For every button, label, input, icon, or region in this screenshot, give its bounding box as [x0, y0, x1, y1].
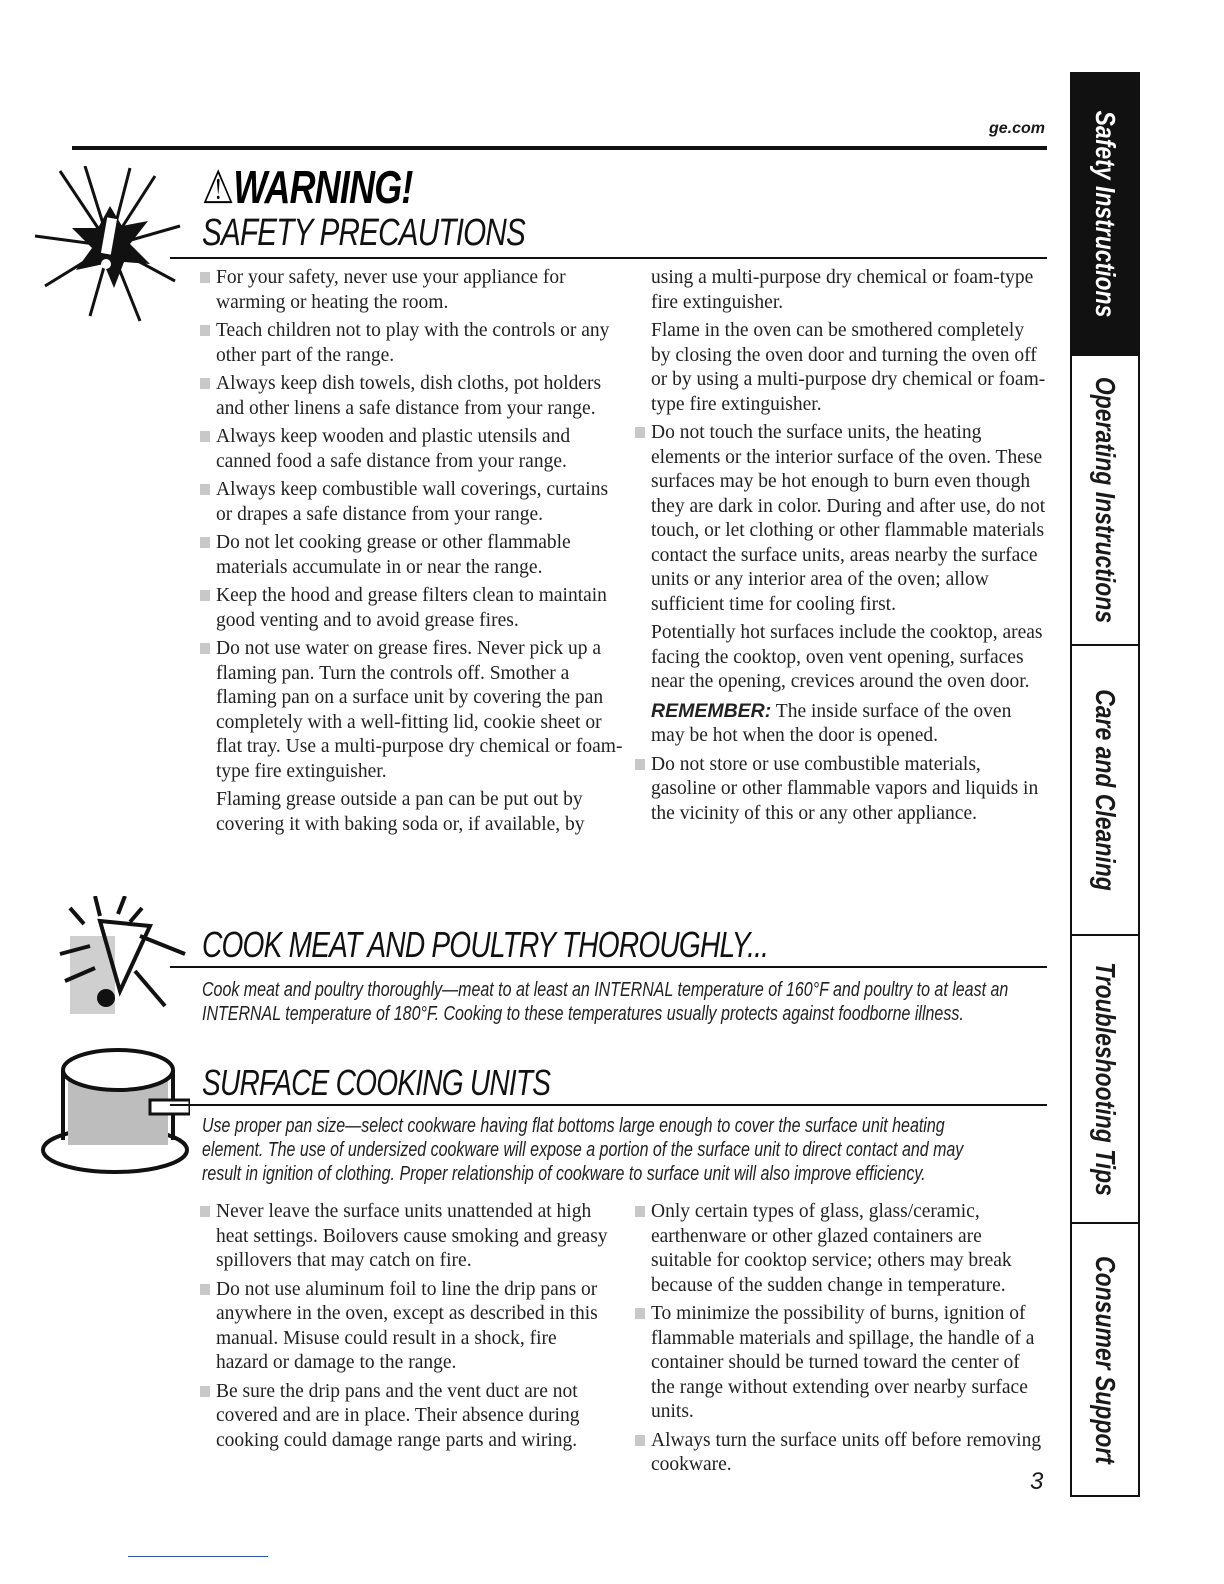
- meat-title: COOK MEAT AND POULTRY THOROUGHLY...: [202, 924, 769, 965]
- warning-title: ⚠WARNING!: [202, 161, 413, 213]
- warning-burst-icon: [30, 166, 190, 326]
- paragraph: Always keep combustible wall coverings, curtains or drapes a safe distance from your range.: [200, 478, 625, 527]
- paragraph: Only certain types of glass, glass/ceramic, earthenware or other glazed containers are suitable for cooktop service; others may break because of the sudden change in temperature.: [635, 1200, 1047, 1298]
- paragraph: Teach children not to play with the controls or any other part of the range.: [200, 319, 625, 368]
- paragraph: Keep the hood and grease filters clean to maintain good venting and to avoid grease fires.: [200, 584, 625, 633]
- remember-note: [635, 699, 1047, 749]
- paragraph: Potentially hot surfaces include the cooktop, areas facing the cooktop, oven vent opening, surfaces near the opening, crevices around the oven door.: [651, 622, 1043, 692]
- paragraph: using a multi-purpose dry chemical or foam-type fire extinguisher.: [651, 267, 1034, 313]
- surface-column-2: [635, 1200, 1047, 1482]
- warning-column-2: [635, 266, 1047, 830]
- paragraph: Always keep dish towels, dish cloths, pot holders and other linens a safe distance from your range.: [200, 372, 625, 421]
- tab-troubleshooting-tips[interactable]: Troubleshooting Tips: [1072, 936, 1138, 1224]
- paragraph: Do not use aluminum foil to line the drip pans or anywhere in the oven, except as described in this manual. Misuse could result in a shock, fire hazard or damage to the range.: [200, 1278, 610, 1376]
- header-rule: [72, 146, 1047, 150]
- safety-precautions-title: SAFETY PRECAUTIONS: [202, 212, 526, 254]
- paragraph: Always turn the surface units off before removing cookware.: [635, 1429, 1047, 1478]
- paragraph: Do not store or use combustible materials, gasoline or other flammable vapors and liquids in the vicinity of this or any other appliance.: [635, 753, 1047, 827]
- paragraph: Do not use water on grease fires. Never pick up a flaming pan. Turn the controls off. Smother a flaming pan on a surface unit by covering the pan completely with a well-fitting lid, cookie sheet or flat tray. Use a multi-purpose dry chemical or foam-type fire extinguisher.: [200, 637, 625, 784]
- meat-intro-line-2: INTERNAL temperature of 180°F. Cooking to these temperatures usually protects against foodborne illness.: [202, 1003, 964, 1025]
- tab-care-and-cleaning[interactable]: Care and Cleaning: [1072, 646, 1138, 936]
- page-number: 3: [1030, 1468, 1044, 1495]
- paragraph: To minimize the possibility of burns, ignition of flammable materials and spillage, the handle of a container should be turned toward the center of the range without extending over nearby surface units.: [635, 1302, 1047, 1425]
- site-url: ge.com: [988, 120, 1045, 137]
- remember-text: The inside surface of the oven may be hot when the door is opened.: [651, 700, 1012, 746]
- surface-intro-line-2: element. The use of undersized cookware will expose a portion of the surface unit to direct contact and may: [202, 1139, 964, 1161]
- surface-column-1: [200, 1200, 610, 1457]
- surface-intro-line-1: Use proper pan size—select cookware having flat bottoms large enough to cover the surface unit heating: [202, 1115, 945, 1137]
- meat-warning-icon: [40, 896, 190, 1016]
- meat-intro-line-1: Cook meat and poultry thoroughly—meat to at least an INTERNAL temperature of 160°F and poultry to at least an: [202, 979, 1009, 1001]
- warning-column-1: [200, 266, 625, 841]
- paragraph: Be sure the drip pans and the vent duct are not covered and are in place. Their absence during cooking could damage range parts and wiring.: [200, 1380, 610, 1454]
- paragraph: Do not touch the surface units, the heating elements or the interior surface of the oven. These surfaces may be hot enough to burn even though they are dark in color. During and after use, do not touch, or let clothing or other flammable materials contact the surface units, areas nearby the surface units or any interior area of the oven; allow sufficient time for cooling first.: [635, 421, 1047, 617]
- surface-title: SURFACE COOKING UNITS: [202, 1062, 551, 1103]
- meat-rule: [170, 966, 1047, 968]
- paragraph: Never leave the surface units unattended at high heat settings. Boilovers cause smoking and greasy spillovers that may catch on fire.: [200, 1200, 610, 1274]
- tab-operating-instructions[interactable]: Operating Instructions: [1072, 356, 1138, 646]
- paragraph: Always keep wooden and plastic utensils and canned food a safe distance from your range.: [200, 425, 625, 474]
- footer-line: [128, 1556, 268, 1557]
- warning-triangle-icon: ⚠: [202, 161, 234, 213]
- paragraph: Do not let cooking grease or other flammable materials accumulate in or near the range.: [200, 531, 625, 580]
- tab-consumer-support[interactable]: Consumer Support: [1090, 1255, 1121, 1464]
- paragraph: For your safety, never use your appliance for warming or heating the room.: [200, 266, 625, 315]
- paragraph: Flame in the oven can be smothered completely by closing the oven door and turning the oven off or by using a multi-purpose dry chemical or foam-type fire extinguisher.: [651, 320, 1046, 415]
- paragraph: Flaming grease outside a pan can be put out by covering it with baking soda or, if available, by: [216, 789, 585, 835]
- tab-safety-instructions[interactable]: Safety Instructions: [1072, 74, 1138, 356]
- surface-intro-line-3: result in ignition of clothing. Proper relationship of cookware to surface unit will also improve efficiency.: [202, 1163, 926, 1185]
- section-tabs: [1070, 72, 1140, 1497]
- surface-rule: [170, 1104, 1047, 1106]
- remember-label: REMEMBER:: [651, 699, 772, 722]
- pan-icon: [40, 1040, 190, 1180]
- safety-rule: [170, 257, 1047, 259]
